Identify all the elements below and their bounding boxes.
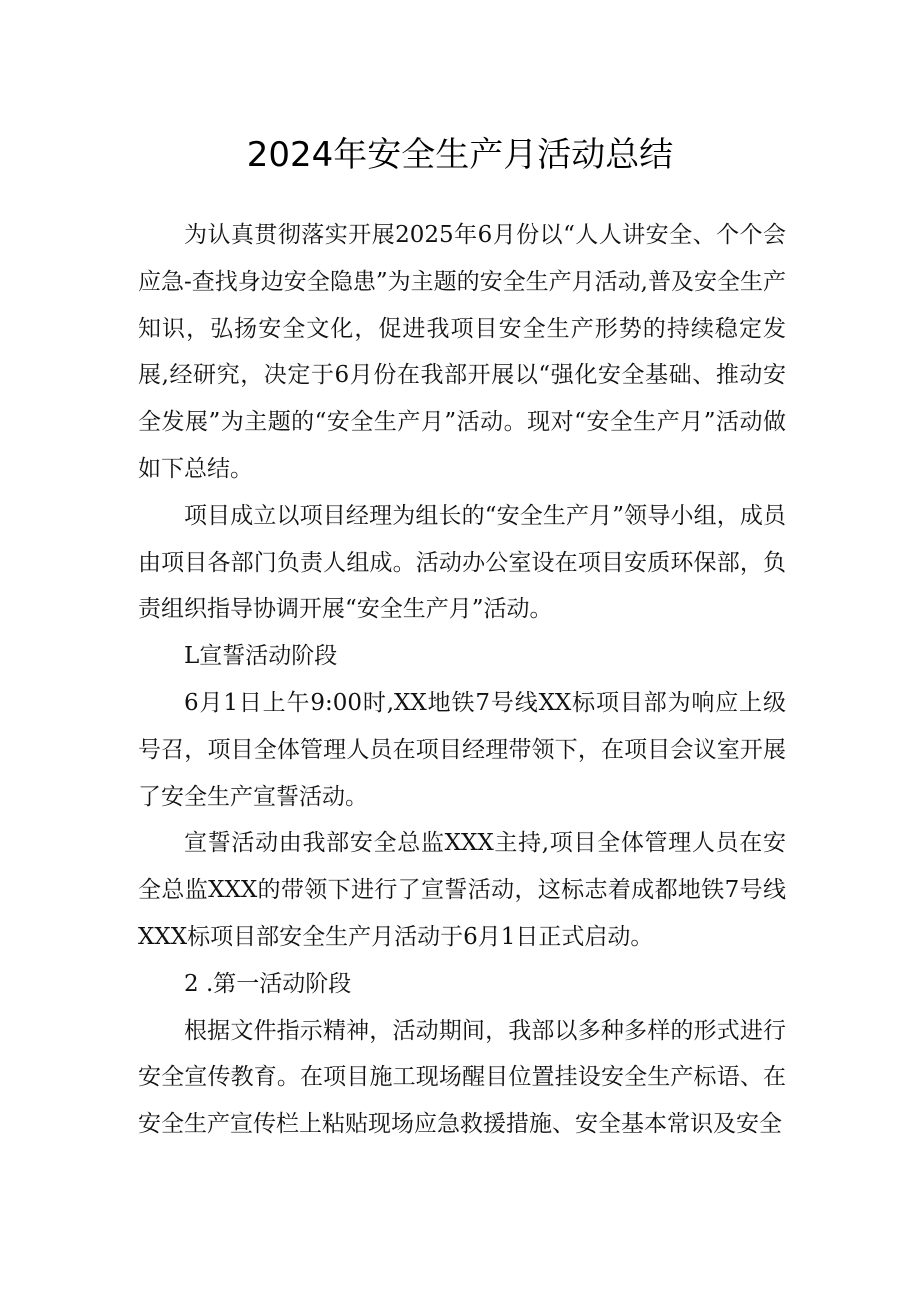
paragraph-oath-event: 6月1日上午9:00时,XX地铁7号线XX标项目部为响应上级号召，项目全体管理人员在项目经理带领下，在项目会议室开展了安全生产宣誓活动。	[138, 689, 786, 810]
paragraph-oath-details: 宣誓活动由我部安全总监XXX主持,项目全体管理人员在安全总监XXX的带领下进行了宣誓活动，这标志着成都地铁7号线XXX标项目部安全生产月活动于6月1日正式启动。	[138, 830, 786, 950]
paragraph-first-stage: 根据文件指示精神，活动期间，我部以多种多样的形式进行安全宣传教育。在项目施工现场醒目位置挂设安全生产标语、在安全生产宣传栏上粘贴现场应急救援措施、安全基本常识及安全	[138, 1017, 786, 1138]
paragraph-leadership-group: 项目成立以项目经理为组长的“安全生产月”领导小组，成员由项目各部门负责人组成。活动办公室设在项目安质环保部，负责组织指导协调开展“安全生产月”活动。	[138, 502, 786, 623]
document-title: 2024年安全生产月活动总结	[246, 135, 674, 175]
section-heading-oath: L宣誓活动阶段	[184, 643, 338, 670]
document-body	[138, 212, 786, 1148]
section-heading-first-stage: 2 .第一活动阶段	[184, 970, 352, 997]
paragraph-intro: 为认真贯彻落实开展2025年6月份以“人人讲安全、个个会应急-查找身边安全隐患”为主题的安全生产月活动,普及安全生产知识，弘扬安全文化，促进我项目安全生产形势的持续稳定发展,经研究，决定于6月份在我部开展以“强化安全基础、推动安全发展”为主题的“安全生产月”活动。现对“安全生产月”活动做如下总结。	[138, 222, 786, 482]
